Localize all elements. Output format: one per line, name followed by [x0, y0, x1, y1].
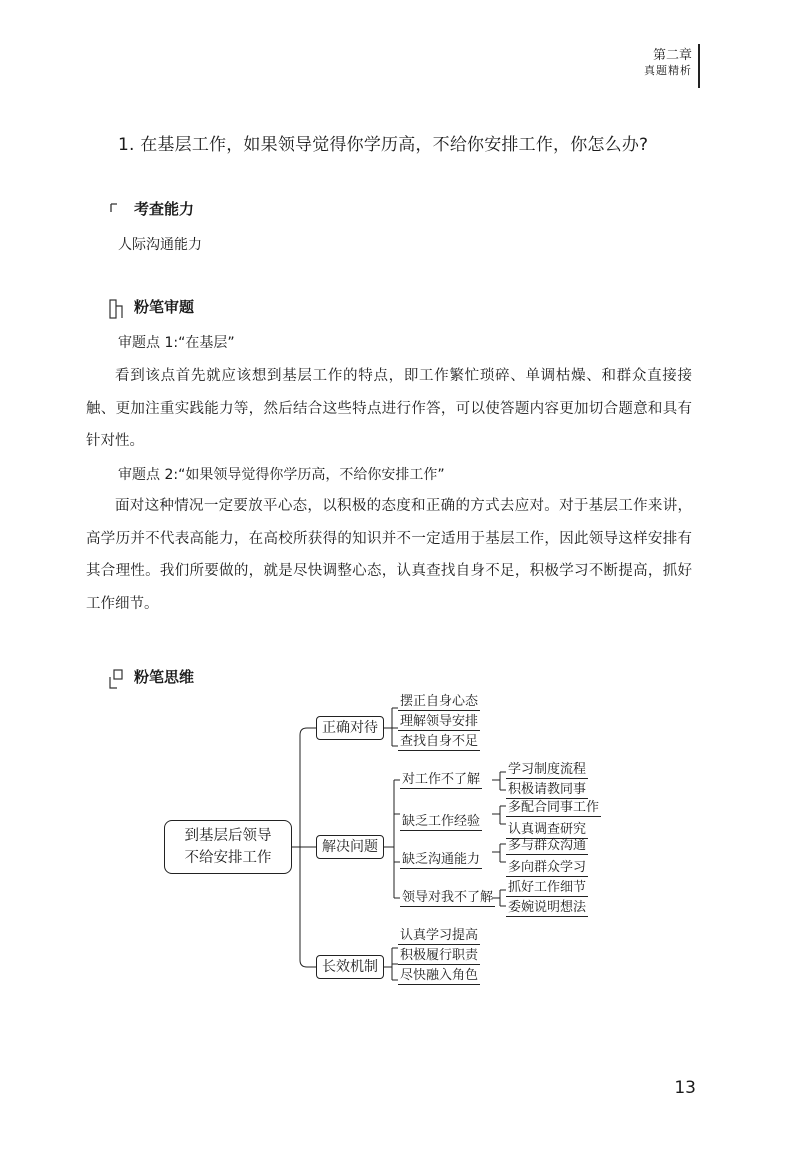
leaf-item: 理解领导安排	[400, 714, 479, 729]
sub-branch: 缺乏工作经验	[402, 814, 481, 829]
section-review	[108, 296, 194, 317]
review-point1-text: 看到该点首先就应该想到基层工作的特点，即工作繁忙琐碎、单调枯燥、和群众直接接触、更加注重实践能力等，然后结合这些特点进行作答，可以使答题内容更加切合题意和具有针对性。	[86, 368, 692, 449]
leaf-item: 尽快融入角色	[400, 968, 479, 983]
sub-branch: 对工作不了解	[402, 772, 481, 787]
leaf-item: 多向群众学习	[508, 860, 587, 875]
root-line1: 到基层后领导	[184, 828, 272, 844]
leaf-item: 积极履行职责	[400, 948, 479, 963]
chalk-icon	[108, 668, 122, 686]
page-number: 13	[674, 1078, 696, 1098]
section-review-title: 粉笔审题	[134, 298, 195, 316]
leaf-item: 认真学习提高	[400, 928, 479, 943]
mind-map	[160, 690, 620, 990]
section-mindmap-title: 粉笔思维	[134, 668, 195, 686]
review-point2-text: 面对这种情况一定要放平心态，以积极的态度和正确的方式去应对。对于基层工作来讲，高学历并不代表高能力，在高校所获得的知识并不一定适用于基层工作，因此领导这样安排有其合理性。我们所要做的，就是尽快调整心态，认真查找自身不足，积极学习不断提高，抓好工作细节。	[86, 498, 692, 612]
leaf-item: 委婉说明想法	[508, 900, 587, 915]
bracket-icon	[108, 200, 122, 218]
question-title: 1. 在基层工作，如果领导觉得你学历高，不给你安排工作，你怎么办?	[118, 135, 649, 155]
leaf-item: 多与群众沟通	[508, 838, 587, 853]
root-line2: 不给安排工作	[184, 850, 272, 866]
chalk-icon	[108, 298, 122, 316]
header-divider	[698, 44, 700, 88]
leaf-item: 认真调查研究	[508, 822, 587, 837]
review-point1-label: 审题点 1:“在基层”	[118, 335, 235, 351]
leaf-item: 学习制度流程	[508, 762, 587, 777]
chapter-label: 第二章	[652, 48, 692, 63]
sub-branch: 缺乏沟通能力	[402, 852, 481, 867]
branch-solve-problem: 解决问题	[316, 835, 384, 859]
sub-branch: 领导对我不了解	[402, 890, 494, 905]
branch-correct-attitude: 正确对待	[316, 716, 384, 740]
chapter-subtitle: 真题精析	[644, 64, 692, 78]
section-ability-title: 考查能力	[134, 200, 195, 218]
branch-long-term: 长效机制	[316, 955, 384, 979]
ability-value: 人际沟通能力	[118, 237, 202, 253]
review-point2-label: 审题点 2:“如果领导觉得你学历高，不给你安排工作”	[118, 467, 445, 483]
mind-map-root	[164, 820, 292, 874]
section-mindmap	[108, 666, 194, 687]
leaf-item: 摆正自身心态	[400, 694, 479, 709]
leaf-item: 查找自身不足	[400, 734, 479, 749]
running-header	[644, 48, 692, 78]
leaf-item: 积极请教同事	[508, 782, 587, 797]
section-ability	[108, 198, 194, 219]
leaf-item: 抓好工作细节	[508, 880, 587, 895]
leaf-item: 多配合同事工作	[508, 800, 600, 815]
